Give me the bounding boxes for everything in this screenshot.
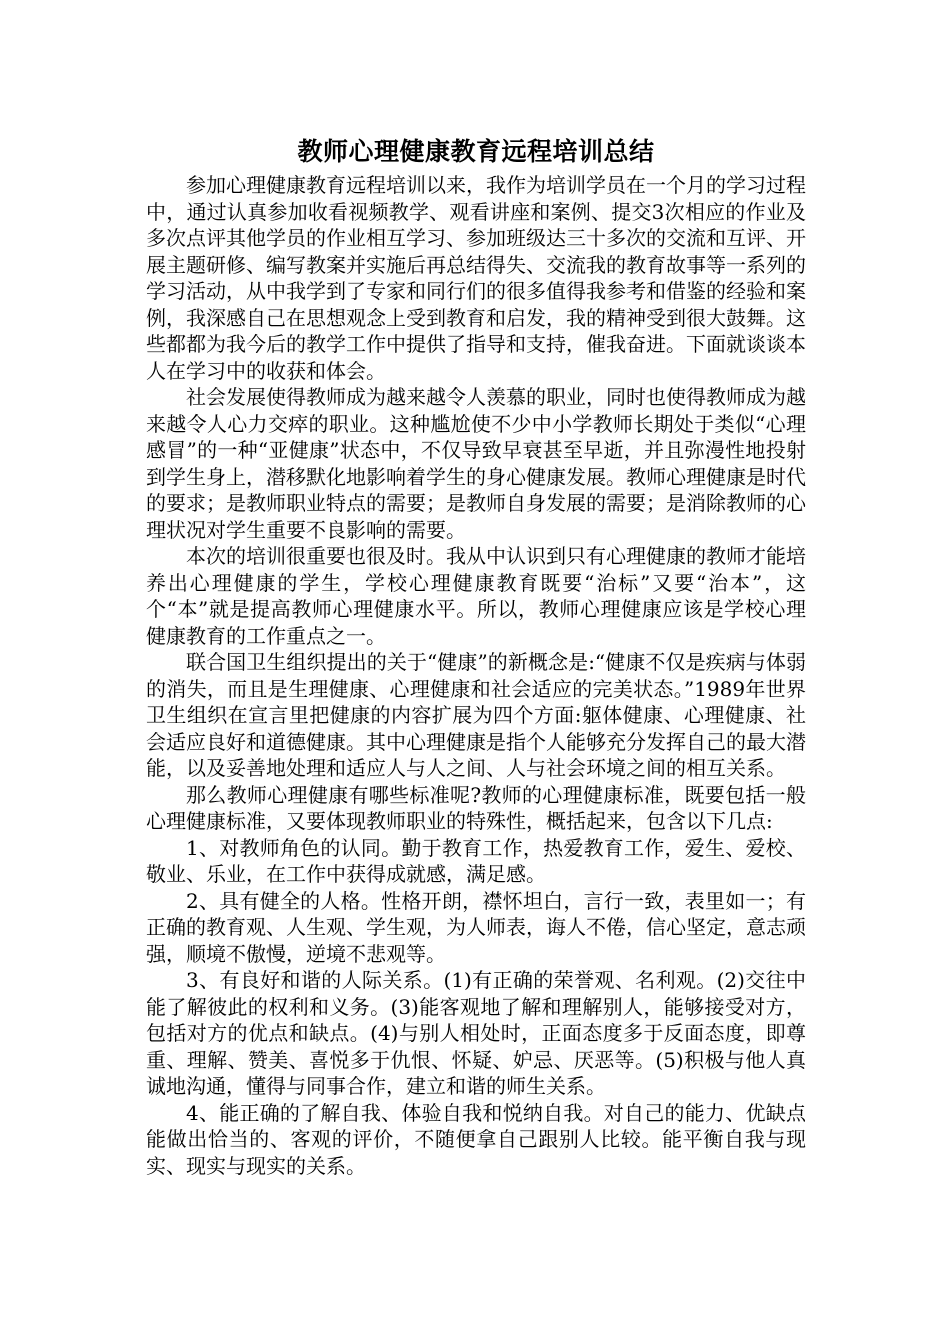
paragraph-intro: 参加心理健康教育远程培训以来，我作为培训学员在一个月的学习过程中，通过认真参加收看视频教学、观看讲座和案例、提交3次相应的作业及多次点评其他学员的作业相互学习、参加班级达三十多次的交流和互评、开展主题研修、编写教案并实施后再总结得失、交流我的教育故事等一系列的学习活动，从中我学到了专家和同行们的很多值得我参考和借鉴的经验和案例，我深感自己在思想观念上受到教育和启发，我的精神受到很大鼓舞。这些都都为我今后的教学工作中提供了指导和支持，催我奋进。下面就谈谈本人在学习中的收获和体会。 — [146, 173, 806, 383]
paragraph-standard-2: 2、具有健全的人格。性格开朗，襟怀坦白，言行一致，表里如一；有正确的教育观、人生观、学生观，为人师表，诲人不倦，信心坚定，意志顽强，顺境不傲慢，逆境不悲观等。 — [146, 888, 806, 966]
paragraph-health-concept: 联合国卫生组织提出的关于“健康”的新概念是:“健康不仅是疾病与体弱的消失，而且是生理健康、心理健康和社会适应的完美状态。”1989年世界卫生组织在宣言里把健康的内容扩展为四个方面:躯体健康、心理健康、社会适应良好和道德健康。其中心理健康是指个人能够充分发挥自己的最大潜能，以及妥善地处理和适应人与人之间、人与社会环境之间的相互关系。 — [146, 650, 806, 780]
paragraph-training-importance: 本次的培训很重要也很及时。我从中认识到只有心理健康的教师才能培养出心理健康的学生，学校心理健康教育既要“治标”又要“治本”，这个“本”就是提高教师心理健康水平。所以，教师心理健康应该是学校心理健康教育的工作重点之一。 — [146, 544, 806, 648]
paragraph-standard-4: 4、能正确的了解自我、体验自我和悦纳自我。对自己的能力、优缺点能做出恰当的、客观的评价，不随便拿自己跟别人比较。能平衡自我与现实、现实与现实的关系。 — [146, 1100, 806, 1178]
paragraph-standards-intro: 那么教师心理健康有哪些标准呢?教师的心理健康标准，既要包括一般心理健康标准，又要体现教师职业的特殊性，概括起来，包含以下几点: — [146, 782, 806, 833]
document-page — [146, 132, 806, 1179]
paragraph-standard-1: 1、对教师角色的认同。勤于教育工作，热爱教育工作，爱生、爱校、敬业、乐业，在工作中获得成就感，满足感。 — [146, 835, 806, 886]
paragraph-social-development: 社会发展使得教师成为越来越令人羡慕的职业，同时也使得教师成为越来越令人心力交瘁的职业。这种尴尬使不少中小学教师长期处于类似“心理感冒”的一种“亚健康”状态中，不仅导致早衰甚至早逝，并且弥漫性地投射到学生身上，潜移默化地影响着学生的身心健康发展。教师心理健康是时代的要求；是教师职业特点的需要；是教师自身发展的需要；是消除教师的心理状况对学生重要不良影响的需要。 — [146, 385, 806, 542]
document-title: 教师心理健康教育远程培训总结 — [297, 137, 655, 166]
paragraph-standard-3: 3、有良好和谐的人际关系。(1)有正确的荣誉观、名利观。(2)交往中能了解彼此的权利和义务。(3)能客观地了解和理解别人，能够接受对方，包括对方的优点和缺点。(4)与别人相处时，正面态度多于反面态度，即尊重、理解、赞美、喜悦多于仇恨、怀疑、妒忌、厌恶等。(5)积极与他人真诚地沟通，懂得与同事合作，建立和谐的师生关系。 — [146, 968, 806, 1098]
